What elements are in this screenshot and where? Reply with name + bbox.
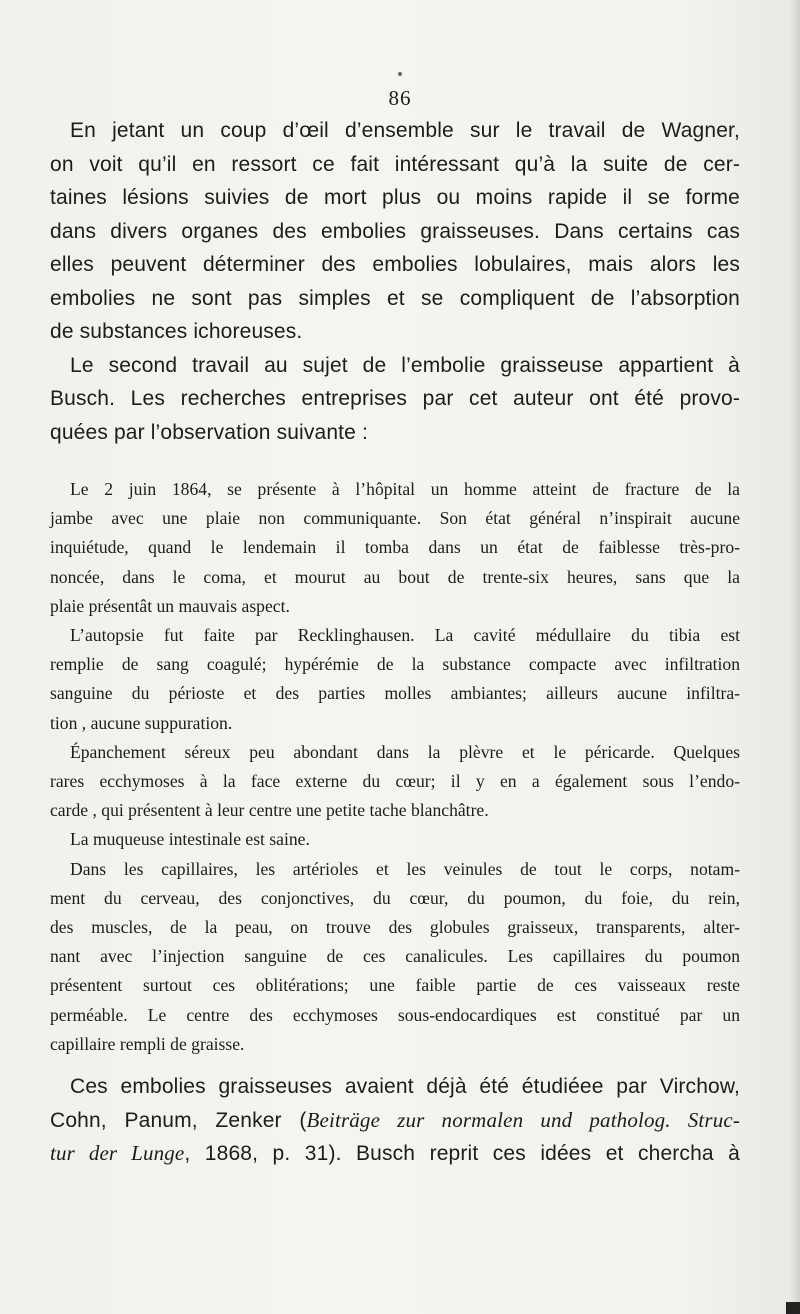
page-number: 86 (388, 86, 412, 110)
text-line: nant avec l’injection sanguine de ces canalicules. Les capillaires du poumon (50, 946, 740, 967)
text-line: Busch. Les recherches entreprises par cet auteur ont été provo- (50, 387, 740, 410)
scan-corner-mark (786, 1302, 800, 1314)
text-line: Le 2 juin 1864, se présente à l’hôpital un homme atteint de fracture de la (70, 479, 740, 499)
text-line: La muqueuse intestinale est saine. (70, 829, 310, 850)
text-line: capillaire rempli de graisse. (50, 1033, 245, 1054)
text-line: des muscles, de la peau, on trouve des globules graisseux, transparents, alter- (50, 917, 740, 938)
text-line: on voit qu’il en ressort ce fait intéressant qu’à la suite de cer- (50, 152, 740, 176)
text-line: remplie de sang coagulé; hypérémie de la substance compacte avec infiltration (50, 654, 740, 675)
text-line: L’autopsie fut faite par Recklinghausen. La cavité médullaire du tibia est (70, 625, 740, 646)
text-line: sanguine du périoste et des parties molles ambiantes; ailleurs aucune infiltra- (50, 683, 740, 704)
text-segment: , 1868, p. 31). Busch reprit ces idées et chercha à (184, 1142, 741, 1165)
text-line: de substances ichoreuses. (50, 320, 303, 343)
observation-text (50, 475, 740, 1059)
text-line: dans divers organes des embolies graisseuses. Dans certains cas (50, 219, 740, 243)
text-line: taines lésions suivies de mort plus ou moins rapide il se forme (50, 186, 740, 209)
text-line: rares ecchymoses à la face externe du cœur; il y en a également sous l’endo- (50, 771, 740, 792)
ink-dot (398, 72, 402, 76)
text-line: embolies ne sont pas simples et se compliquent de l’absorption (50, 286, 740, 310)
page-edge-shadow (790, 0, 800, 1314)
text-line: présentent surtout ces oblitérations; une faible partie de ces vaisseaux reste (50, 975, 740, 996)
text-line: perméable. Le centre des ecchymoses sous-endocardiques est constitué par un (50, 1004, 740, 1025)
text-line: ment du cerveau, des conjonctives, du cœur, du poumon, du foie, du rein, (50, 887, 740, 908)
text-line: inquiétude, quand le lendemain il tomba dans un état de faiblesse très-pro- (50, 537, 740, 558)
text-line (50, 1104, 740, 1138)
text-line: noncée, dans le coma, et mourut au bout de trente-six heures, sans que la (50, 566, 740, 587)
text-line: Dans les capillaires, les artérioles et les veinules de tout le corps, notam- (70, 858, 740, 879)
text-line: plaie présentât un mauvais aspect. (50, 595, 290, 616)
text-segment: Cohn, Panum, Zenker ( (50, 1108, 307, 1132)
text-line: Épanchement séreux peu abondant dans la plèvre et le péricarde. Quelques (70, 741, 740, 762)
text-line: quées par l’observation suivante : (50, 420, 368, 444)
text-line (50, 1137, 740, 1171)
text-line: Le second travail au sujet de l’embolie graisseuse appartient à (70, 353, 740, 377)
citation-title: tur der Lunge (50, 1141, 185, 1165)
citation-title: Beiträge zur normalen und patholog. Struc- (306, 1107, 740, 1132)
text-line: En jetant un coup d’œil d’ensemble sur le travail de Wagner, (70, 119, 740, 142)
text-line: Ces embolies graisseuses avaient déjà été étudiéee par Virchow, (70, 1075, 740, 1098)
closing-text (50, 1070, 740, 1171)
text-line: carde , qui présentent à leur centre une petite tache blanchâtre. (50, 800, 489, 821)
text-line: jambe avec une plaie non communiquante. Son état général n’inspirait aucune (50, 508, 740, 529)
text-line: elles peuvent déterminer des embolies lobulaires, mais alors les (50, 253, 740, 276)
text-line: tion , aucune suppuration. (50, 712, 233, 733)
intro-text (50, 114, 740, 449)
